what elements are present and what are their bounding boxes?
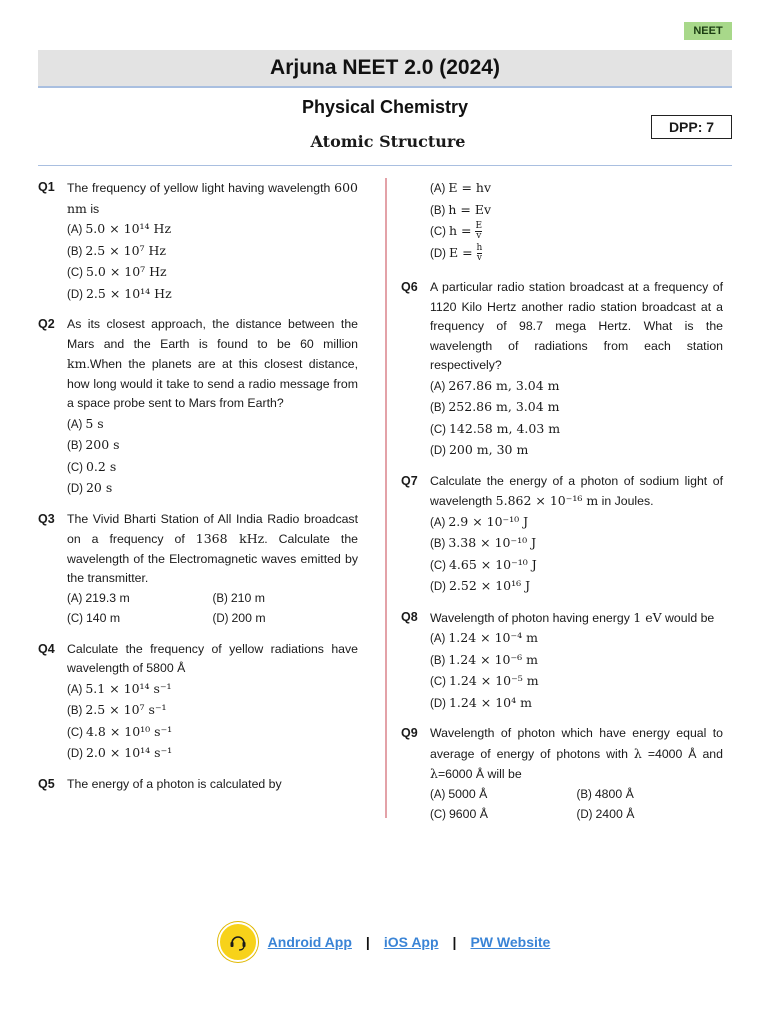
option: (A) 1.24 × 10⁻⁴ m bbox=[430, 630, 538, 645]
question-number: Q1 bbox=[38, 180, 55, 194]
option: (D) E = $\frac{h}{v}$ bbox=[430, 242, 483, 263]
headset-icon bbox=[225, 929, 251, 955]
right-column bbox=[401, 178, 723, 836]
option: (C) 4.8 × 10¹⁰ s⁻¹ bbox=[67, 723, 173, 739]
ios-app-link[interactable]: iOS App bbox=[383, 934, 439, 950]
option: (C) 4.65 × 10⁻¹⁰ J bbox=[430, 556, 537, 572]
option: (B) 2.5 × 10⁷ s⁻¹ bbox=[67, 702, 167, 717]
option: (C) 142.58 m, 4.03 m bbox=[430, 420, 561, 436]
question-text: Wavelength of photon having energy 1 eV would be bbox=[430, 609, 715, 625]
question-q2 bbox=[38, 315, 358, 500]
footer-links bbox=[0, 924, 768, 960]
question-q5 bbox=[38, 775, 358, 795]
question-number: Q7 bbox=[401, 473, 418, 488]
option: (D) 1.24 × 10⁴ m bbox=[430, 694, 532, 710]
option: (D) 2.5 × 10¹⁴ Hz bbox=[67, 285, 172, 301]
question-q1 bbox=[38, 178, 358, 305]
option: (A) 267.86 m, 3.04 m bbox=[430, 377, 560, 393]
option: (D) 200 m bbox=[212, 611, 266, 625]
question-q5-options bbox=[401, 178, 723, 264]
android-app-link[interactable]: Android App bbox=[267, 934, 352, 950]
question-q4 bbox=[38, 640, 358, 765]
subject-heading: Physical Chemistry bbox=[301, 97, 469, 117]
option: (B) 4800 Å bbox=[576, 786, 634, 801]
question-q9 bbox=[401, 724, 723, 826]
option: (C) 0.2 s bbox=[67, 458, 117, 474]
question-q3 bbox=[38, 510, 358, 630]
question-number: Q5 bbox=[38, 776, 55, 791]
footer-separator: | bbox=[452, 934, 457, 950]
option: (A) 2.9 × 10⁻¹⁰ J bbox=[430, 513, 529, 529]
option: (A) E = hv bbox=[430, 180, 492, 195]
question-text: The frequency of yellow light having wavelength 600 nm is bbox=[67, 180, 358, 216]
chapter-heading: Atomic Structure bbox=[310, 132, 466, 151]
question-text: Calculate the energy of a photon of sodium light of wavelength 5.862 × 10⁻¹⁶ m in Joules. bbox=[430, 473, 723, 508]
question-text: A particular radio station broadcast at a frequency of 1120 Kilo Hertz another radio station broadcast at a frequency of 98.7 mega Hertz. What is the wavelength of radiations from each station respectively? bbox=[430, 280, 723, 372]
option: (C) h = $\frac{E}{v}$ bbox=[430, 221, 483, 242]
question-q7 bbox=[401, 472, 723, 598]
question-number: Q8 bbox=[401, 609, 418, 624]
header-rule bbox=[38, 165, 732, 166]
option: (B) 210 m bbox=[212, 590, 266, 605]
option: (A) 5.0 × 10¹⁴ Hz bbox=[67, 221, 172, 236]
option: (A) 5 s bbox=[67, 415, 104, 431]
option: (C) 9600 Å bbox=[430, 807, 488, 821]
option: (B) 2.5 × 10⁷ Hz bbox=[67, 242, 167, 258]
dpp-label: DPP: 7 bbox=[651, 115, 732, 139]
option: (D) 200 m, 30 m bbox=[430, 442, 529, 457]
column-divider bbox=[385, 178, 387, 818]
option: (C) 140 m bbox=[67, 611, 121, 625]
question-number: Q6 bbox=[401, 280, 418, 294]
question-q6 bbox=[401, 278, 723, 462]
question-q8 bbox=[401, 608, 723, 715]
question-number: Q9 bbox=[401, 726, 418, 740]
option: (D) 2400 Å bbox=[576, 807, 635, 821]
option: (A) 219.3 m bbox=[67, 590, 130, 605]
option: (C) 5.0 × 10⁷ Hz bbox=[67, 264, 167, 279]
question-text: As its closest approach, the distance between the Mars and the Earth is found to be 60 million km.When the planets are at this closest distance, how long would it take to send a radio message from a space probe sent to Mars from Earth? bbox=[67, 317, 358, 410]
question-text: The Vivid Bharti Station of All India Radio broadcast on a frequency of 1368 kHz. Calculate the wavelength of the Electromagnetic waves emitted by the transmitter. bbox=[67, 511, 358, 585]
option: (B) 3.38 × 10⁻¹⁰ J bbox=[430, 535, 537, 550]
option: (A) 5000 Å bbox=[430, 786, 488, 801]
option: (D) 2.52 × 10¹⁶ J bbox=[430, 578, 531, 593]
question-number: Q4 bbox=[38, 641, 55, 656]
option: (A) 5.1 × 10¹⁴ s⁻¹ bbox=[67, 680, 172, 696]
option: (D) 2.0 × 10¹⁴ s⁻¹ bbox=[67, 745, 173, 760]
option: (C) 1.24 × 10⁻⁵ m bbox=[430, 673, 539, 688]
footer-separator: | bbox=[365, 934, 370, 950]
pw-website-link[interactable]: PW Website bbox=[470, 934, 551, 950]
option: (B) 1.24 × 10⁻⁶ m bbox=[430, 651, 538, 667]
option: (B) 200 s bbox=[67, 437, 120, 452]
option: (D) 20 s bbox=[67, 480, 113, 495]
option: (B) 252.86 m, 3.04 m bbox=[430, 399, 560, 414]
neet-badge: NEET bbox=[684, 22, 732, 40]
question-text: Calculate the frequency of yellow radiations have wavelength of 5800 Å bbox=[67, 641, 358, 675]
option: (B) h = Ev bbox=[430, 201, 492, 217]
customer-service-logo-icon bbox=[218, 922, 258, 962]
question-text: Wavelength of photon which have energy equal to average of energy of photons with λ =4000 Å and λ=6000 Å will be bbox=[430, 726, 723, 781]
left-column bbox=[38, 178, 358, 804]
question-text: The energy of a photon is calculated by bbox=[67, 776, 282, 791]
question-number: Q2 bbox=[38, 317, 55, 331]
question-number: Q3 bbox=[38, 511, 55, 526]
page-title: Arjuna NEET 2.0 (2024) bbox=[38, 50, 732, 88]
